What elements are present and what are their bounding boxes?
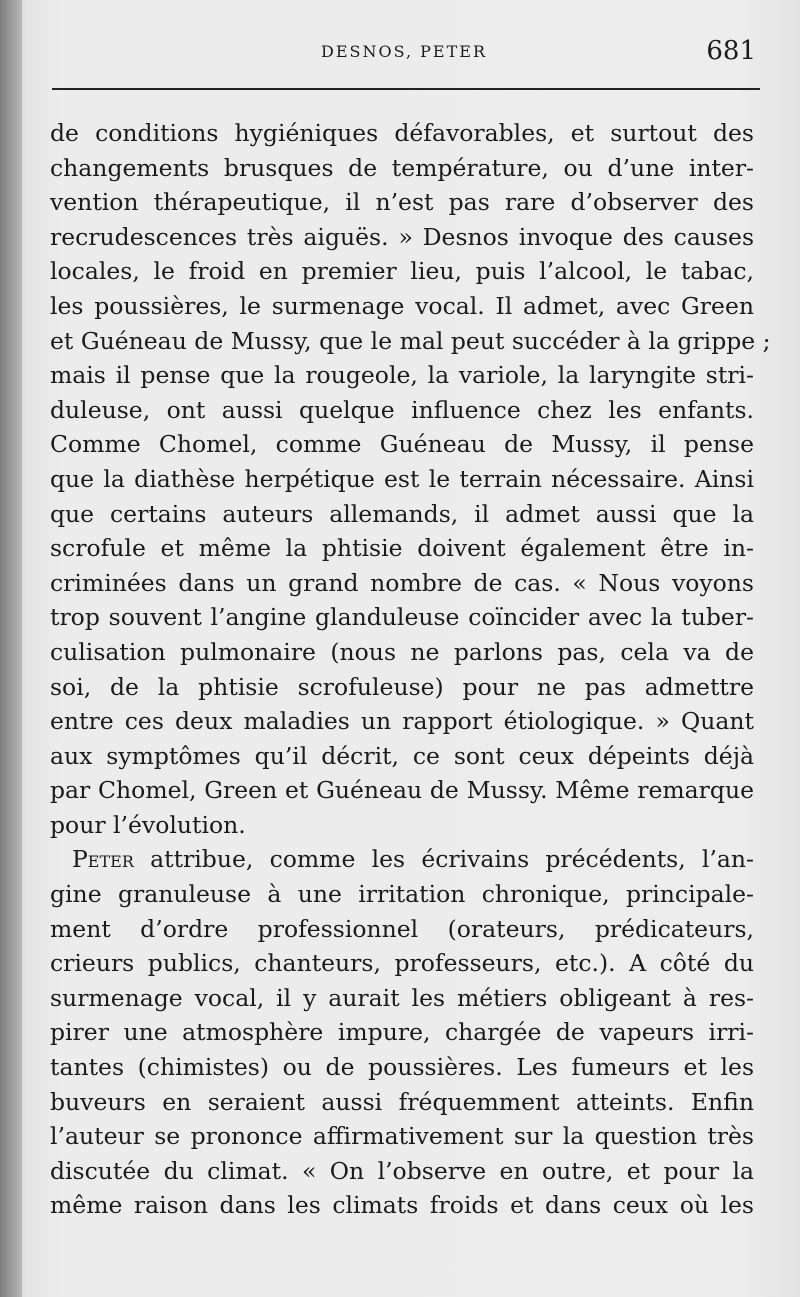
text-line: Comme Chomel, comme Guéneau de Mussy, il pense [50, 430, 754, 459]
paragraph-2 [50, 842, 754, 1223]
text-line: pirer une atmosphère impure, chargée de vapeurs irri- [50, 1018, 754, 1047]
text-line: les poussières, le surmenage vocal. Il admet, avec Green [50, 291, 754, 320]
text-line: buveurs en seraient aussi fréquemment atteints. Enfin [50, 1087, 754, 1116]
text-line: pour l’évolution. [50, 810, 246, 839]
text-line: vention thérapeutique, il n’est pas rare d’observer des [50, 188, 754, 217]
first-line-rest: attribue, comme les écrivains précédents, l’an- [133, 845, 754, 874]
text-line: scrofule et même la phtisie doivent également être in- [50, 534, 754, 563]
text-line: même raison dans les climats froids et dans ceux où les [50, 1191, 754, 1220]
text-line: surmenage vocal, il y aurait les métiers obligeant à res- [50, 983, 754, 1012]
text-line: gine granuleuse à une irritation chronique, principale- [50, 880, 754, 909]
text-line: aux symptômes qu’il décrit, ce sont ceux dépeints déjà [50, 741, 754, 770]
paragraph-1 [50, 116, 771, 842]
text-line: changements brusques de température, ou d’une inter- [50, 153, 754, 182]
page-gutter-shadow [0, 0, 22, 1297]
text-line: entre ces deux maladies un rapport étiologique. » Quant [50, 707, 754, 736]
body-text [50, 116, 771, 1223]
text-line: locales, le froid en premier lieu, puis l’alcool, le tabac, [50, 257, 754, 286]
text-line: mais il pense que la rougeole, la variole, la laryngite stri- [50, 361, 754, 390]
page-number: 681 [706, 36, 756, 66]
text-line: et Guéneau de Mussy, que le mal peut succéder à la grippe ; [50, 326, 771, 355]
author-name-peter: Peter [72, 845, 134, 874]
text-line: criminées dans un grand nombre de cas. « Nous voyons [50, 568, 754, 597]
text-line: ment d’ordre professionnel (orateurs, prédicateurs, [50, 914, 754, 943]
text-line: soi, de la phtisie scrofuleuse) pour ne pas admettre [50, 672, 754, 701]
running-head: DESNOS, PETER [321, 42, 487, 61]
text-line: que certains auteurs allemands, il admet aussi que la [50, 499, 754, 528]
text-line: tantes (chimistes) ou de poussières. Les fumeurs et les [50, 1053, 754, 1082]
text-line: trop souvent l’angine glanduleuse coïncider avec la tuber- [50, 603, 754, 632]
header-rule [52, 88, 760, 90]
text-line: de conditions hygiéniques défavorables, et surtout des [50, 119, 754, 147]
text-line: discutée du climat. « On l’observe en outre, et pour la [50, 1156, 754, 1185]
text-line: crieurs publics, chanteurs, professeurs, etc.). A côté du [50, 949, 754, 978]
text-line [50, 842, 754, 877]
text-line: par Chomel, Green et Guéneau de Mussy. Même remarque [50, 776, 754, 805]
page-header [48, 36, 760, 76]
text-line: que la diathèse herpétique est le terrain nécessaire. Ainsi [50, 464, 754, 493]
text-line: culisation pulmonaire (nous ne parlons pas, cela va de [50, 637, 754, 666]
text-line: l’auteur se prononce affirmativement sur la question très [50, 1122, 754, 1151]
text-line: recrudescences très aiguës. » Desnos invoque des causes [50, 222, 754, 251]
text-line: duleuse, ont aussi quelque influence chez les enfants. [50, 395, 754, 424]
